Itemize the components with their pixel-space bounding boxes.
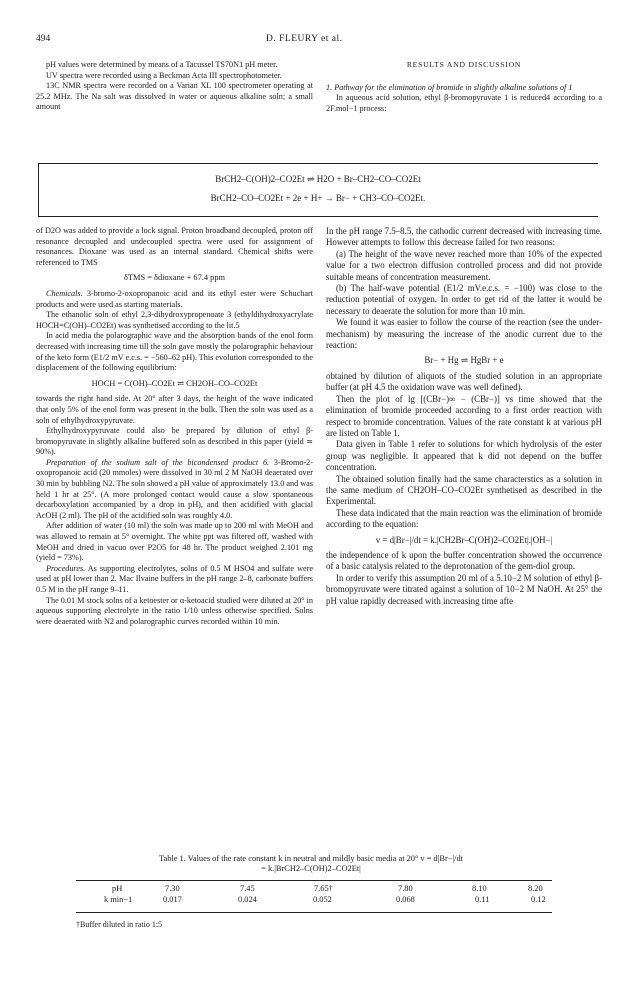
table-cell-k: 0.12 xyxy=(531,895,546,904)
table-top-rule xyxy=(76,880,552,881)
paragraph: These data indicated that the main reaction was the elimination of bromide according to the equation: xyxy=(326,507,602,530)
table-row-label-ph: pH xyxy=(112,884,123,893)
table-cell-k: 0.052 xyxy=(313,895,332,904)
paragraph: UV spectra were recorded using a Beckman Acta III spectrophotometer. xyxy=(46,70,282,80)
paragraph: towards the right hand side. At 20° after 3 days, the height of the wave indicated that only 5% of the enol form was present in the bulk. Then the soln was used as a soln of ethylhydroxypyruvate. xyxy=(36,394,313,425)
paragraph: pH values were determined by means of a Tacussel TS70N1 pH meter. xyxy=(46,60,278,69)
table-caption-line-2: = k.|BrCH2–C(OH)2–CO2Et| xyxy=(261,864,361,874)
paragraph: In acid media the polarographic wave and the absorption bands of the enol form decreased with increasing time till the soln gave mostly the polarographic behaviour of the keto form (E1/2 mV e.c.s. = −560–62 pH). This evolution corresponded to the displacement of the following equilibrium: xyxy=(36,331,313,373)
table-cell-ph: 7.30 xyxy=(165,884,180,893)
box-left-rule xyxy=(38,164,39,216)
paragraph: (a) The height of the wave never reached more than 10% of the expected value for a two electron diffusion controlled process and did not provide suitable means of concentration measurement. xyxy=(326,248,602,282)
subsection-heading: 1. Pathway for the elimination of bromide in slightly alkaline solutions of 1 xyxy=(326,82,573,92)
table-cell-ph: 7.80 xyxy=(398,884,413,893)
table-bottom-rule xyxy=(76,912,552,913)
paragraph: The ethanolic soln of ethyl 2,3-dihydroxypropenoate 3 (ethyldihydroxyacrylate HOCH=C(OH)–CO2Et) was synthetised according to the lit.5 xyxy=(36,310,313,330)
paragraph: (b) The half-wave potential (E1/2 mV.e.c.s. = −100) was close to the reduction potential of oxygen. In order to get rid of the latter it would be necessary to deaerate the solution for more than 10 min. xyxy=(326,283,602,316)
paragraph: Ethylhydroxypyruvate could also be prepared by dilution of ethyl β-bromopyruvate in slightly alkaline buffered soln as described in this paper (yield ≃ 90%). xyxy=(36,426,313,457)
table-cell-k: 0.017 xyxy=(163,895,182,904)
table-cell-ph: 8.20 xyxy=(528,884,543,893)
paragraph: In order to verify this assumption 20 ml of a 5.10−2 M solution of ethyl β-bromopyruvate were titrated against a solution of 10−2 M NaOH. At 25° the pH value rapidly decreased with increasing time afte xyxy=(326,572,602,606)
paragraph: After addition of water (10 ml) the soln was made up to 200 ml with MeOH and was allowed to remain at 5° overnight. The white ppt was filtered off, washed with MeOH and dried in vacuo over P2O5 for 48 hr. The product weighed 2.101 mg (yield = 73%). xyxy=(36,521,313,563)
paragraph: The 0.01 M stock solns of a ketoester or α-ketoacid studied were diluted at 20° in aqueous supporting electrolyte in the ratio 1/10 unless otherwise specified. Solns were deaerated with N2 and polarographic curves recorded within 10 min. xyxy=(36,595,313,626)
equation-equilibrium: HOCH = C(OH)–CO2Et ⇌ CH2OH–CO–CO2Et xyxy=(91,378,258,388)
table-cell-k: 0.11 xyxy=(475,895,490,904)
paragraph: the independence of k upon the buffer concentration showed the occurrence of a basic catalysis related to the deprotonation of the gem-diol group. xyxy=(326,549,602,572)
paragraph: of D2O was added to provide a lock signal. Proton broadband decoupled, proton off resonance decoupled and undecoupled spectra were used for assignment of resonances. Dioxane was used as an internal standard. Chemical shifts were referenced to TMS xyxy=(36,226,313,267)
table-cell-ph: 7.45 xyxy=(240,884,255,893)
paragraph xyxy=(36,289,313,310)
running-head: D. FLEURY et al. xyxy=(266,34,343,44)
paragraph-text: 3-Bromo-2-oxopropanoic acid (20 mmoles) were dissolved in 30 ml 2 M NaOH deaerated over 30 min by bubbling N2. The soln showed a pH value of approximately 13.0 and was held 1 hr at 25°. (A more prolonged contact would cause a slow spontaneous decarboxylation accompanied by a drop in pH), and then acidified with glacial AcOH (2 ml). The pH of the acidified soln was roughly 4.0. xyxy=(36,457,313,520)
equation-box xyxy=(38,163,598,217)
paragraph: 13C NMR spectra were recorded on a Varian XL 100 spectrometer operating at 25.2 MHz. The Na salt was dissolved in water or aqueous alkaline soln; a small amount xyxy=(36,81,313,112)
table-caption-line-1: Table 1. Values of the rate constant k in neutral and mildly basic media at 20° v = d|Br−|/dt xyxy=(158,854,464,863)
equation-rate: v = d|Br−|/dt = k.|CH2Br–C(OH)2–CO2Et|.|OH−| xyxy=(375,534,553,545)
right-column-body xyxy=(326,226,602,607)
run-in-heading: Chemicals. xyxy=(46,288,83,298)
table-cell-ph: 7.65† xyxy=(314,884,333,893)
paragraph: obtained by dilution of aliquots of the studied solution in an appropriate buffer (at pH 4.5 the oxidation wave was well defined). xyxy=(326,370,602,393)
paragraph xyxy=(36,458,313,522)
paragraph-text: 3-bromo-2-oxopropanoic acid and its ethyl ester were Schuchart products and were used as starting materials. xyxy=(36,288,313,309)
left-column-body xyxy=(36,226,313,627)
right-column-top xyxy=(326,60,602,114)
paragraph: In aqueous acid solution, ethyl β-bromopyruvate 1 is reduced4 according to a 2F.mol−1 process: xyxy=(326,93,602,113)
run-in-heading: Preparation of the sodium salt of the bicondensed product 6. xyxy=(46,457,270,467)
table-cell-k: 0.068 xyxy=(396,895,415,904)
table-footnote: †Buffer diluted in ratio 1:5 xyxy=(76,920,163,929)
table-cell-k: 0.024 xyxy=(238,895,257,904)
table-row-label-k: k min−1 xyxy=(104,895,133,904)
equation-line-2: BrCH2–CO–CO2Et + 2e + H+ → Br− + CH3–CO–CO2Et. xyxy=(210,193,426,203)
paragraph: In the pH range 7.5–8.5, the cathodic current decreased with increasing time. However attempts to follow this decrease failed for two reasons: xyxy=(326,226,602,248)
paragraph: Data given in Table 1 refer to solutions for which hydrolysis of the ester group was negligible. It appeared that k did not depend on the buffer concentration. xyxy=(326,439,602,473)
equation-anodic: Br− + Hg ⇌ HgBr + e xyxy=(424,355,504,366)
table-caption xyxy=(76,854,546,875)
paragraph: Then the plot of lg [(CBr−)∞ − (CBr−)] vs time showed that the elimination of bromide proceeded according to a first order reaction with respect to bromide concentration. Values of the rate constant k at various pH are listed on Table 1. xyxy=(326,393,602,438)
paragraph xyxy=(36,564,313,596)
section-heading: RESULTS AND DISCUSSION xyxy=(406,60,522,69)
table-cell-ph: 8.10 xyxy=(472,884,487,893)
left-column-top xyxy=(36,60,313,113)
run-in-heading: Procedures. xyxy=(46,563,86,573)
page-number: 494 xyxy=(36,34,51,44)
paragraph-text: As supporting electrolytes, solns of 0.5 M HSO4 and sulfate were used at pH lower than 2. Mac Ilvaine buffers in the pH range 2–8, carbonate buffers 0.5 M in the pH range 9–11. xyxy=(36,563,313,594)
paragraph: The obtained solution finally had the same characterstics as a solution in the same medium of CH2OH–CO–CO2Et synthetised as described in the Experimental. xyxy=(326,473,602,507)
equation-tms: δTMS = δdioxane + 67.4 ppm xyxy=(123,273,226,283)
equation-line-1: BrCH2–C(OH)2–CO2Et ⇌ H2O + Br–CH2–CO–CO2Et xyxy=(215,174,421,184)
paragraph: We found it was easier to follow the course of the reaction (see the under-mechanism) by measuring the increase of the anodic current due to the reaction: xyxy=(326,317,602,351)
